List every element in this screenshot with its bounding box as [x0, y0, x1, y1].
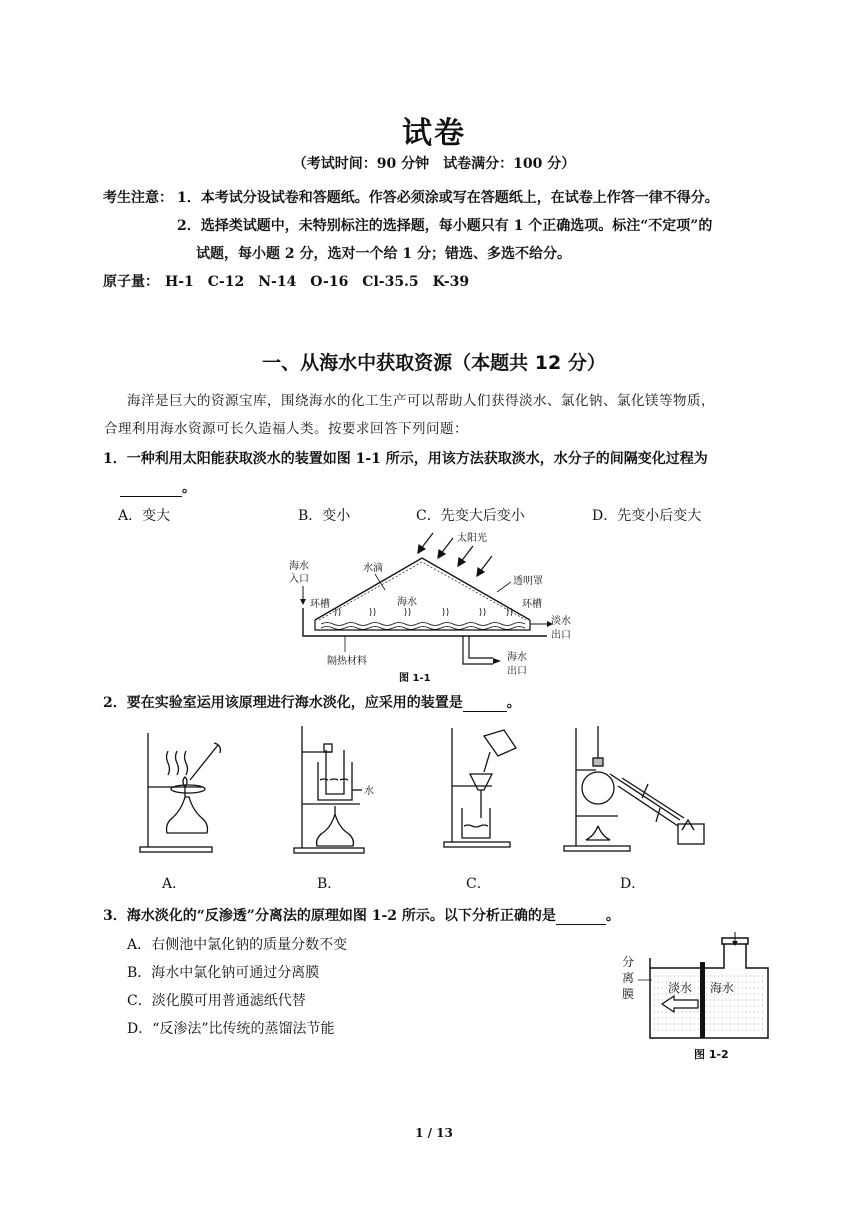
figure-1-1 — [285, 528, 575, 688]
label-groove-left: 环槽 — [310, 599, 330, 610]
transparent-cover — [315, 558, 530, 620]
apparatus-c — [440, 722, 530, 860]
page-title: 试卷 — [402, 116, 466, 151]
section-intro-1: 海洋是巨大的资源宝库，围绕海水的化工生产可以帮助人们获得淡水、氯化钠、氯化镁等物质， — [127, 393, 715, 409]
page-number: 1 / 13 — [415, 1126, 453, 1140]
label-membrane-1: 分 — [622, 955, 635, 969]
q1-blank — [120, 482, 182, 497]
water-waves — [321, 608, 525, 630]
q1-answer-line: 。 — [120, 477, 196, 497]
q2-label-a: A． — [162, 876, 187, 892]
label-sea-out-2: 出口 — [507, 666, 527, 677]
label-fresh-out-1: 淡水 — [551, 616, 571, 627]
figure-1-2 — [618, 932, 778, 1064]
q3-blank — [556, 910, 606, 925]
q1-stem: 1．一种利用太阳能获取淡水的装置如图 1-1 所示，用该方法获取淡水，水分子的间隔变化过程为 — [103, 451, 708, 467]
label-inlet-2: 入口 — [289, 574, 309, 585]
label-seawater: 海水 — [397, 597, 417, 608]
label-membrane-3: 膜 — [622, 987, 635, 1001]
q3-option-d: D．“反渗法”比传统的蒸馏法节能 — [127, 1021, 335, 1037]
section-intro-2: 合理利用海水资源可长久造福人类。按要求回答下列问题： — [104, 421, 468, 437]
atomic-mass-values: H-1 C-12 N-14 O-16 Cl-35.5 K-39 — [165, 274, 470, 290]
q3-option-a: A．右侧池中氯化钠的质量分数不变 — [127, 937, 348, 953]
atomic-mass-label: 原子量： — [103, 274, 159, 290]
label-cover: 透明罩 — [513, 576, 543, 587]
q1-option-c: C．先变大后变小 — [416, 508, 525, 524]
apparatus-b — [290, 722, 380, 860]
q2-label-c: C． — [466, 876, 491, 892]
figure-1-2-caption: 图 1-2 — [694, 1048, 729, 1061]
notice-item-2-cont: 试题，每小题 2 分，选对一个给 1 分；错选、多选不给分。 — [196, 246, 571, 262]
q2-label-b: B． — [317, 876, 342, 892]
q2-stem: 2．要在实验室运用该原理进行海水淡化，应采用的装置是 。 — [103, 695, 521, 711]
exam-info: （考试时间：90 分钟 试卷满分：100 分） — [292, 156, 576, 172]
basin — [315, 620, 530, 630]
q2-blank — [463, 697, 507, 712]
apparatus-a — [130, 725, 235, 860]
label-water: 水 — [364, 786, 374, 797]
q3-stem: 3．海水淡化的“反渗透”分离法的原理如图 1-2 所示。以下分析正确的是 。 — [103, 908, 620, 924]
notice-item-1: 1．本考试分设试卷和答题纸。作答必须涂或写在答题纸上，在试卷上作答一律不得分。 — [177, 190, 719, 206]
label-insulation: 隔热材料 — [327, 656, 367, 667]
label-fresh-out-2: 出口 — [551, 630, 571, 641]
notice-item-2: 2．选择类试题中，未特别标注的选择题，每小题只有 1 个正确选项。标注“不定项”的 — [177, 218, 713, 234]
q1-option-b: B．变小 — [298, 508, 351, 524]
q1-option-d: D．先变小后变大 — [592, 508, 702, 524]
label-sea: 海水 — [710, 981, 735, 995]
q3-option-c: C．淡化膜可用普通滤纸代替 — [127, 993, 306, 1009]
label-inlet-1: 海水 — [289, 561, 309, 572]
notice-label: 考生注意： — [103, 190, 173, 206]
apparatus-d — [560, 722, 710, 860]
label-membrane-2: 离 — [622, 971, 635, 985]
separation-membrane — [700, 962, 705, 1038]
label-droplet: 水滴 — [363, 563, 383, 574]
q1-option-a: A．变大 — [118, 508, 171, 524]
q2-label-d: D． — [620, 876, 646, 892]
label-sea-out-1: 海水 — [507, 652, 527, 663]
q3-option-b: B．海水中氯化钠可通过分离膜 — [127, 965, 320, 981]
label-fresh: 淡水 — [668, 981, 693, 995]
label-groove-right: 环槽 — [522, 599, 542, 610]
figure-1-1-caption: 图 1-1 — [399, 673, 431, 684]
label-sunlight: 太阳光 — [457, 533, 487, 544]
section-title: 一、从海水中获取资源（本题共 12 分） — [262, 352, 606, 374]
